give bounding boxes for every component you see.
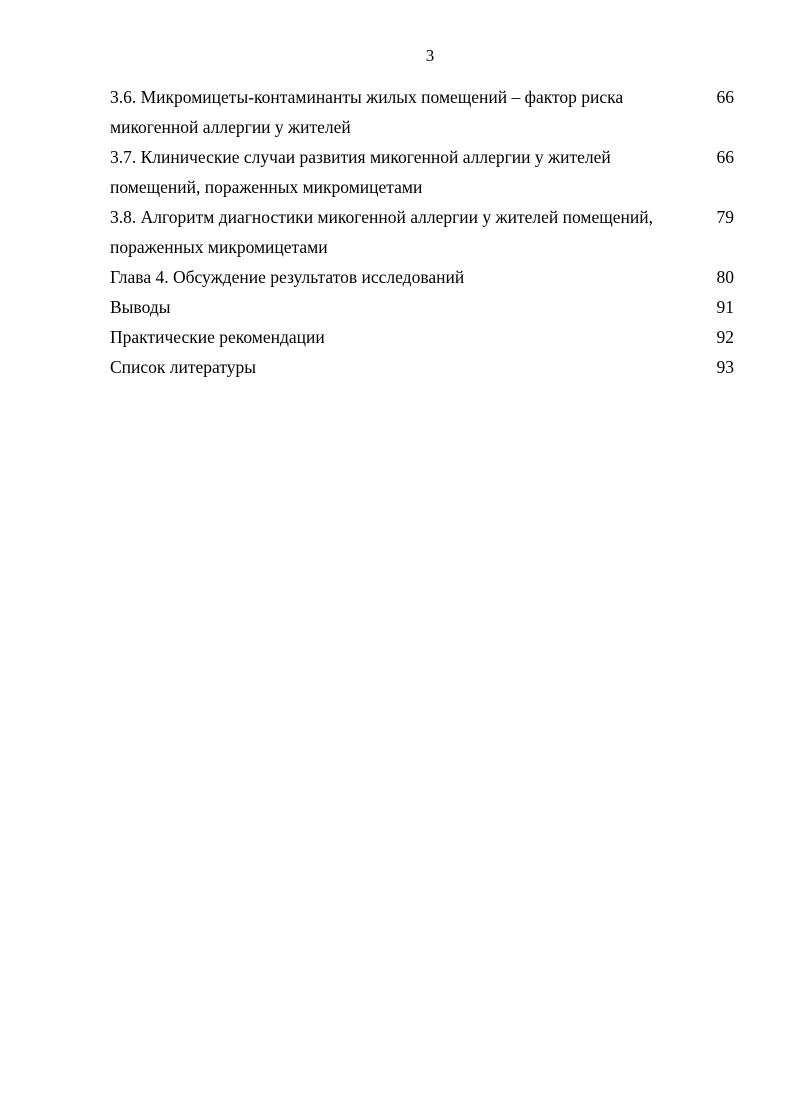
toc-entry-3-6: [110, 82, 734, 142]
toc-entry-title: 3.6. Микромицеты-контаминанты жилых помещений – фактор риска микогенной аллергии у жителей: [110, 87, 624, 137]
toc-entry-page: 92: [716, 327, 734, 347]
toc-entry-title: Глава 4. Обсуждение результатов исследований: [110, 267, 465, 287]
toc-entry-page: 93: [716, 357, 734, 377]
toc-entry-title: 3.8. Алгоритм диагностики микогенной аллергии у жителей помещений, пораженных микромицетами: [110, 207, 653, 257]
toc-entry-page: 66: [716, 147, 734, 167]
toc-entry-title: 3.7. Клинические случаи развития микогенной аллергии у жителей помещений, пораженных микромицетами: [110, 147, 611, 197]
toc-entry-references: [110, 352, 734, 382]
toc-entry-page: 79: [716, 207, 734, 227]
toc-entry-recommendations: [110, 322, 734, 352]
toc-entry-title: Выводы: [110, 297, 171, 317]
toc-entry-conclusions: [110, 292, 734, 322]
toc-entry-chapter-4: [110, 262, 734, 292]
toc-entry-page: 80: [716, 267, 734, 287]
toc-entry-page: 91: [716, 297, 734, 317]
toc-entry-title: Практические рекомендации: [110, 327, 325, 347]
toc-entry-page: 66: [716, 87, 734, 107]
toc-entry-title: Список литературы: [110, 357, 257, 377]
page-number: 3: [425, 46, 435, 65]
table-of-contents: [110, 82, 734, 382]
toc-entry-3-7: [110, 142, 734, 202]
toc-entry-3-8: [110, 202, 734, 262]
